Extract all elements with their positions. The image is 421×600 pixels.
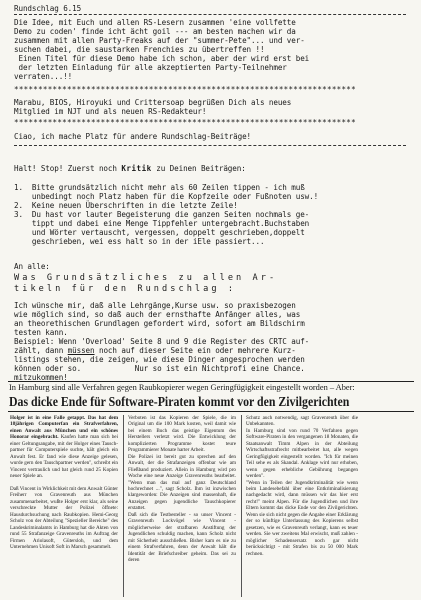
halt-line — [14, 164, 246, 173]
ciao-line: Ciao, ich mache Platz für andere Rundschlag-Beiträge! — [14, 132, 252, 141]
divider-mid — [14, 145, 406, 146]
column-text: Verboten ist das Kopieren der Spiele, die im Original um die 100 Mark kosten, weil damit wie bei einem Buch das geistige Eigentum des Herstellers verletzt wird. Die Entwicklung der komplizierten Programme kostet teure Programmierer Monate harter Arbeit. Die Polizei ist bereit gut zu sprechen auf den Anwalt, der die Strafanzeigen offenbar wie am Fließband produziert. Allein in Hamburg wird pro Woche eine neue Anzeige Gravenreuths bearbeitet. "Wenn man das mal auf ganz Deutschland hochrechnet ...", sagt Scholz. Ihm ist inzwischen klargeworden: Die Anzeigen sind massenhaft, die Anzeigen gegen jugendliche Tauschkopierer erstattet. Daß sich die Testbesteller - so unser Vincent - Gravenreuth Lockvögel wie Vincent - möglicherweise der strafbaren Anstiftung der Jugendlichen schuldig machen, kann Scholz nicht mit Sicherheit ausschließen. Bisher kam es nie zu einem Strafverfahren, denn der Anwalt hält die Identität der Briefschreiber geheim. Das sei zu deren — [128, 415, 236, 563]
column-text: Schutz auch notwendig, sagt Gravenreuth über die Unbekannten. In Hamburg sind von rund 70 Verfahren gegen Software-Piraten in den vergangenen 18 Monaten, die Staatsanwalt Timm Alpen in der Abteilung Wirtschaftsstrafrecht mitbearbeitet hat, alle wegen Geringfügigkeit eingestellt worden. "Ich für meinen Teil sehe es als Skandal. Anklage wird nur erhoben, wenn gegen erhebliche Gebührung begangen werden". "Wenn in Teilen der Jugendkriminalität wie wenn beim Landesebefahl über eine Entkriminalisierung nachgedacht wird, dann müssen wir das hier erst recht!" meint Alpen. Für die Jugendlichen und ihre Eltern kommt das dicke Ende vor den Zivilgerichten. Wenn sie sich nicht gegen die Angabe einer Erklärung der so künftige Unterlassung des Kopierens selbst gesetzen, wie es Gravenreuth verlangt, kann es teuer werden. Sie wer zweitens Mal erwischt, muß zahlen - möglicher Schadensersatz noch gar nicht berücksichtigt - mit Strafen bis zu 50 000 Mark rechnen. — [246, 415, 358, 557]
body-line: wie möglich sind, so daß auch der ernsthafte Anfänger alles, was — [14, 310, 301, 319]
star-divider: *********************************************************************** — [14, 86, 356, 94]
intro-line: Demo zu coden' finde icht ächt goil --- am besten machen wir da — [14, 27, 296, 36]
rule-line: geschrieben, wei ess halt so in der iEle passiert... — [14, 237, 265, 246]
underlined-word: müssen — [67, 346, 95, 355]
clipping-headline-rule — [8, 411, 414, 412]
column-lead: Holger ist in eine Falle getappt. Das hat dem 18jährigen Computerfan ein Strafverfahren, einen Anwalt aus München und ein schönes Honorar eingebracht. — [10, 415, 118, 441]
intro-line: suchen dabei, die saustarken Frenchies zu übertreffen !! — [14, 45, 265, 54]
rule-line: tippt und dabei eine Menge Tippfehler untergebracht.Buchstaben — [14, 219, 310, 228]
section-heading: Was Grundsätzliches zu allen Ar- — [14, 273, 278, 283]
body-line: zählt, dann müssen noch auf dieser Seite ein oder mehrere Kurz- — [14, 346, 296, 355]
body-line: an theorethischen Grundlagen gefordert wird, sofort am Bildschirm — [14, 319, 305, 328]
rule-line: 2. Keine neuen Überschriften in die letzte Zeile! — [14, 201, 238, 210]
halt-tail: zu Deinen Beiträgen: — [151, 164, 246, 173]
page-title: Rundschlag 6.15 — [14, 4, 82, 13]
body-line: listings stehen, die zeigen, wie diese Dinger angesprochen werden — [14, 355, 305, 364]
intro-line: Die Idee, mit Euch und allen RS-Lesern zusammen 'eine vollfette — [14, 18, 296, 27]
intro-line: zusammen mit allen Party-Freaks auf der "summer-Pete"... und ver- — [14, 36, 305, 45]
clipping-top-rule — [8, 381, 414, 382]
star-divider: *********************************************************************** — [14, 119, 356, 127]
rule-line: und Wörter vertauscht, vergessen, doppelt geschrieben,doppelt — [14, 228, 305, 237]
body-line: testen kann. — [14, 328, 68, 337]
clipping-column-2 — [128, 415, 236, 563]
intro-line: Einen Titel für diese Demo habe ich schon, aber der wird erst bei — [14, 54, 310, 63]
body-line: können oder so. Nur so ist ein Nichtprofi eine Chance. — [14, 364, 305, 373]
rule-line: 3. Du hast vor lauter Begeisterung die ganzen Seiten nochmals ge- — [14, 210, 310, 219]
body-line: Ich wünsche mir, daß alle Lehrgänge,Kurse usw. so praxisbezogen — [14, 301, 296, 310]
body-line: mitzukommen! — [14, 373, 68, 382]
an-alle-label: An alle: — [14, 262, 50, 271]
section-heading: tikeln für den Rundschlag : — [14, 284, 237, 294]
rule-line: 1. Bitte grundsätzlich nicht mehr als 60 Zeilen tippen - ich muß — [14, 183, 305, 192]
intro-line: der letzten Einladung für alle akzeptierten Party-Teilnehmer — [14, 63, 287, 72]
column-text: Kaufen hatte man sich bei einer Geltungsangabe, mit der Holger eines Tausch-partner für Computerspiele suchte, hält gleich ein Anwalt fest. Er fand wie diese Anzeige gelesen, wurde gern den Tauschpartner werden", schreibt ein Vincent vertraulich und bat gleich rund 25 Kopien neuer Spiele an. Daß Vincent in Wirklichkeit mit dem Anwalt Günter Freiherr von Gravenreuth aus München zusammenarbeitet, wußte Holger erst klar, als seine verschreckte Mutter der Polizei öffnete: Hausdurchsuchung nach Raubkopien. Hemi-Georg Scholz von der Abteilung "Spezieller Bereiche" des Landeskriminalamts in Hamburg hat die Akten von rund 55 Strafanzeige Gravenreuths im Auftrag der Firmen Ariolasoft, Gütersloh, und dem Unternehmen Unisoft Soft in Marsch gesammelt. — [10, 434, 118, 551]
kritik-word: Kritik — [121, 164, 152, 173]
rule-line: unbedingt noch Platz haben für die Kopfzeile oder Fußnoten usw.! — [14, 192, 319, 201]
clipping-headline: Das dicke Ende für Software-Piraten kommt vor den Zivilgerichten — [9, 394, 350, 409]
divider-top — [14, 14, 406, 15]
body-line: Beispiel: Wenn 'Overload' Seite 8 und 9 die Register des CRTC auf- — [14, 337, 310, 346]
intro-line: verraten...!! — [14, 72, 73, 81]
column-rule — [123, 415, 124, 597]
column-rule — [241, 415, 242, 597]
clipping-column-3 — [246, 415, 358, 557]
clipping-column-1 — [10, 415, 118, 551]
welcome-line: Mitglied im NJT und als neuen RS-Redakteur! — [14, 107, 207, 116]
halt-lead: Halt! Stop! Zuerst noch — [14, 164, 122, 173]
clipping-kicker: In Hamburg sind alle Verfahren gegen Raubkopierer wegen Geringfügigkeit eingestellt worden – Aber: — [9, 383, 355, 392]
welcome-line: Marabu, BIOS, Hiroyuki und Crittersoap begrüßen Dich als neues — [14, 98, 292, 107]
